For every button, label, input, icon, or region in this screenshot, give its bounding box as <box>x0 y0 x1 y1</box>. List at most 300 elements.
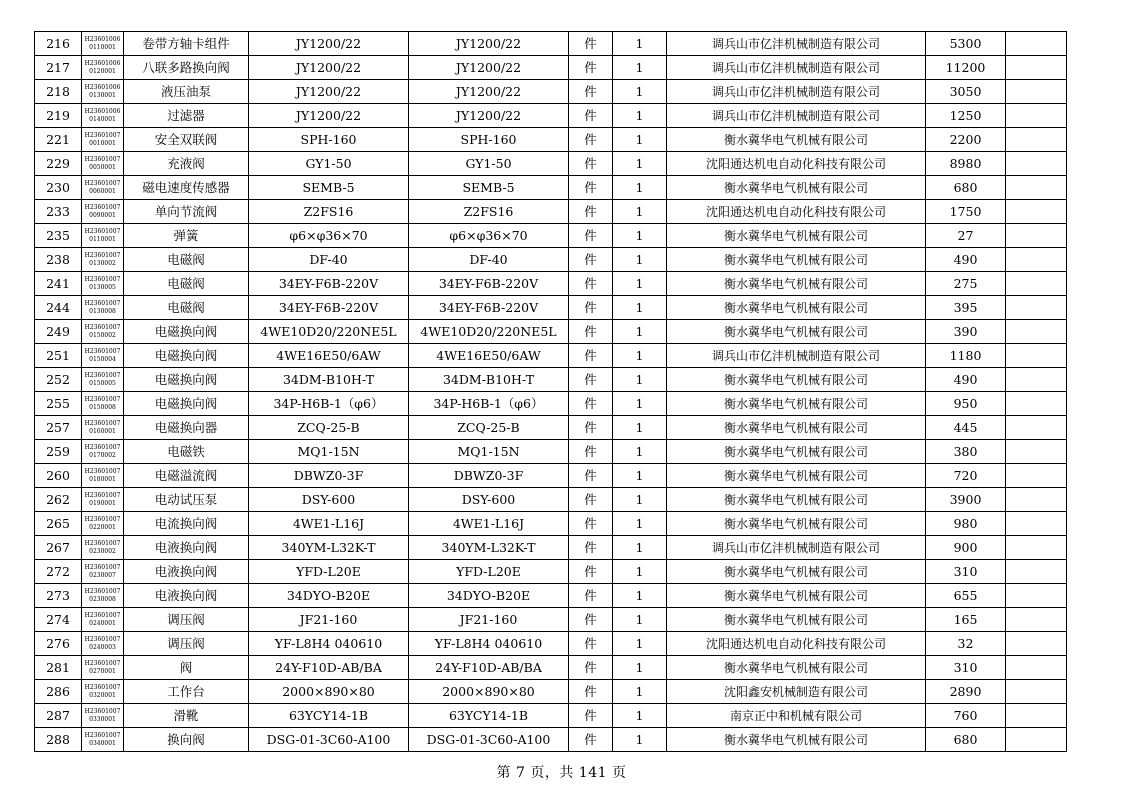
unit-cell: 件 <box>569 392 613 416</box>
row-number-cell: 265 <box>35 512 82 536</box>
material-code-cell <box>82 416 124 440</box>
model-cell: 340YM-L32K-T <box>409 536 569 560</box>
material-code-cell <box>82 200 124 224</box>
material-code-line-2: 0110001 <box>89 43 116 51</box>
row-number-cell: 267 <box>35 536 82 560</box>
part-name-cell: 电磁换向阀 <box>124 368 249 392</box>
model-cell: ZCQ-25-B <box>409 416 569 440</box>
price-cell: 275 <box>926 272 1006 296</box>
price-cell: 1750 <box>926 200 1006 224</box>
table-row <box>35 128 1067 152</box>
part-name-cell: 电流换向阀 <box>124 512 249 536</box>
price-cell: 900 <box>926 536 1006 560</box>
material-code-line-1: H23601007 <box>84 707 121 715</box>
material-code-line-2: 0240003 <box>89 643 116 651</box>
material-code-line-1: H23601007 <box>84 323 121 331</box>
price-cell: 8980 <box>926 152 1006 176</box>
unit-cell: 件 <box>569 80 613 104</box>
material-code-line-2: 0230008 <box>89 595 116 603</box>
material-code-cell <box>82 344 124 368</box>
unit-cell: 件 <box>569 608 613 632</box>
material-code-line-2: 0150004 <box>89 355 116 363</box>
supplier-cell: 衡水冀华电气机械有限公司 <box>667 224 926 248</box>
table-row <box>35 152 1067 176</box>
table-row <box>35 728 1067 752</box>
model-cell: DBWZ0-3F <box>409 464 569 488</box>
row-number-cell: 287 <box>35 704 82 728</box>
material-code-line-1: H23601006 <box>84 83 121 91</box>
note-cell <box>1006 320 1067 344</box>
material-code-cell <box>82 152 124 176</box>
part-name-cell: 电磁换向阀 <box>124 392 249 416</box>
price-cell: 2200 <box>926 128 1006 152</box>
material-code-line-2: 0240001 <box>89 619 116 627</box>
note-cell <box>1006 152 1067 176</box>
table-row <box>35 296 1067 320</box>
unit-cell: 件 <box>569 656 613 680</box>
unit-cell: 件 <box>569 296 613 320</box>
material-code-line-2: 0090001 <box>89 211 116 219</box>
material-code-line-1: H23601007 <box>84 227 121 235</box>
material-code-cell <box>82 176 124 200</box>
specification-cell: JY1200/22 <box>249 80 409 104</box>
model-cell: YF-L8H4 040610 <box>409 632 569 656</box>
table-row <box>35 344 1067 368</box>
note-cell <box>1006 248 1067 272</box>
note-cell <box>1006 560 1067 584</box>
material-code-line-1: H23601007 <box>84 251 121 259</box>
material-code-line-1: H23601007 <box>84 179 121 187</box>
supplier-cell: 衡水冀华电气机械有限公司 <box>667 416 926 440</box>
material-code-line-1: H23601007 <box>84 539 121 547</box>
material-code-cell <box>82 632 124 656</box>
model-cell: 34DM-B10H-T <box>409 368 569 392</box>
supplier-cell: 调兵山市亿沣机械制造有限公司 <box>667 344 926 368</box>
quantity-cell: 1 <box>613 128 667 152</box>
unit-cell: 件 <box>569 104 613 128</box>
part-name-cell: 电磁换向器 <box>124 416 249 440</box>
material-code-line-1: H23601007 <box>84 155 121 163</box>
material-code-cell <box>82 104 124 128</box>
table-row <box>35 584 1067 608</box>
quantity-cell: 1 <box>613 272 667 296</box>
supplier-cell: 衡水冀华电气机械有限公司 <box>667 560 926 584</box>
specification-cell: 4WE10D20/220NE5L <box>249 320 409 344</box>
note-cell <box>1006 440 1067 464</box>
unit-cell: 件 <box>569 560 613 584</box>
table-row <box>35 272 1067 296</box>
price-cell: 27 <box>926 224 1006 248</box>
unit-cell: 件 <box>569 272 613 296</box>
price-cell: 11200 <box>926 56 1006 80</box>
row-number-cell: 216 <box>35 32 82 56</box>
part-name-cell: 电液换向阀 <box>124 560 249 584</box>
material-code-cell <box>82 728 124 752</box>
material-code-line-2: 0190001 <box>89 499 116 507</box>
row-number-cell: 276 <box>35 632 82 656</box>
row-number-cell: 241 <box>35 272 82 296</box>
specification-cell: SPH-160 <box>249 128 409 152</box>
price-cell: 380 <box>926 440 1006 464</box>
quantity-cell: 1 <box>613 248 667 272</box>
material-code-line-2: 0060001 <box>89 187 116 195</box>
part-name-cell: 换向阀 <box>124 728 249 752</box>
material-code-line-1: H23601006 <box>84 59 121 67</box>
model-cell: GY1-50 <box>409 152 569 176</box>
unit-cell: 件 <box>569 248 613 272</box>
unit-cell: 件 <box>569 464 613 488</box>
material-code-line-1: H23601007 <box>84 347 121 355</box>
unit-cell: 件 <box>569 152 613 176</box>
row-number-cell: 238 <box>35 248 82 272</box>
specification-cell: DSY-600 <box>249 488 409 512</box>
material-code-cell <box>82 464 124 488</box>
material-code-line-1: H23601007 <box>84 515 121 523</box>
part-name-cell: 液压油泵 <box>124 80 249 104</box>
material-code-line-2: 0320001 <box>89 691 116 699</box>
table-row <box>35 416 1067 440</box>
material-code-line-1: H23601007 <box>84 563 121 571</box>
material-code-line-2: 0120001 <box>89 67 116 75</box>
specification-cell: YF-L8H4 040610 <box>249 632 409 656</box>
supplier-cell: 沈阳通达机电自动化科技有限公司 <box>667 200 926 224</box>
material-code-cell <box>82 608 124 632</box>
supplier-cell: 衡水冀华电气机械有限公司 <box>667 440 926 464</box>
part-name-cell: 阀 <box>124 656 249 680</box>
specification-cell: 4WE16E50/6AW <box>249 344 409 368</box>
row-number-cell: 233 <box>35 200 82 224</box>
supplier-cell: 衡水冀华电气机械有限公司 <box>667 272 926 296</box>
note-cell <box>1006 200 1067 224</box>
quantity-cell: 1 <box>613 512 667 536</box>
specification-cell: YFD-L20E <box>249 560 409 584</box>
material-code-cell <box>82 560 124 584</box>
part-name-cell: 弹簧 <box>124 224 249 248</box>
table-row <box>35 392 1067 416</box>
model-cell: JY1200/22 <box>409 32 569 56</box>
supplier-cell: 衡水冀华电气机械有限公司 <box>667 488 926 512</box>
note-cell <box>1006 368 1067 392</box>
part-name-cell: 电磁溢流阀 <box>124 464 249 488</box>
material-code-line-2: 0340001 <box>89 739 116 747</box>
row-number-cell: 288 <box>35 728 82 752</box>
note-cell <box>1006 680 1067 704</box>
material-code-line-1: H23601007 <box>84 203 121 211</box>
specification-cell: GY1-50 <box>249 152 409 176</box>
price-cell: 980 <box>926 512 1006 536</box>
material-code-cell <box>82 368 124 392</box>
quantity-cell: 1 <box>613 656 667 680</box>
unit-cell: 件 <box>569 632 613 656</box>
table-row <box>35 224 1067 248</box>
material-code-line-2: 0230002 <box>89 547 116 555</box>
row-number-cell: 255 <box>35 392 82 416</box>
part-name-cell: 电磁阀 <box>124 272 249 296</box>
note-cell <box>1006 56 1067 80</box>
material-code-line-1: H23601007 <box>84 491 121 499</box>
specification-cell: 34DYO-B20E <box>249 584 409 608</box>
material-code-line-1: H23601007 <box>84 683 121 691</box>
quantity-cell: 1 <box>613 368 667 392</box>
table-row <box>35 200 1067 224</box>
quantity-cell: 1 <box>613 344 667 368</box>
table-row <box>35 368 1067 392</box>
quantity-cell: 1 <box>613 680 667 704</box>
price-cell: 395 <box>926 296 1006 320</box>
material-code-line-2: 0270001 <box>89 667 116 675</box>
specification-cell: DSG-01-3C60-A100 <box>249 728 409 752</box>
supplier-cell: 调兵山市亿沣机械制造有限公司 <box>667 80 926 104</box>
table-row <box>35 32 1067 56</box>
unit-cell: 件 <box>569 680 613 704</box>
note-cell <box>1006 32 1067 56</box>
row-number-cell: 251 <box>35 344 82 368</box>
row-number-cell: 259 <box>35 440 82 464</box>
unit-cell: 件 <box>569 320 613 344</box>
specification-cell: JY1200/22 <box>249 32 409 56</box>
price-cell: 1250 <box>926 104 1006 128</box>
quantity-cell: 1 <box>613 296 667 320</box>
row-number-cell: 221 <box>35 128 82 152</box>
note-cell <box>1006 512 1067 536</box>
model-cell: 4WE1-L16J <box>409 512 569 536</box>
row-number-cell: 257 <box>35 416 82 440</box>
price-cell: 5300 <box>926 32 1006 56</box>
unit-cell: 件 <box>569 344 613 368</box>
part-name-cell: 滑靴 <box>124 704 249 728</box>
material-code-line-2: 0130002 <box>89 259 116 267</box>
supplier-cell: 沈阳鑫安机械制造有限公司 <box>667 680 926 704</box>
specification-cell: SEMB-5 <box>249 176 409 200</box>
note-cell <box>1006 488 1067 512</box>
row-number-cell: 273 <box>35 584 82 608</box>
material-code-cell <box>82 32 124 56</box>
part-name-cell: 安全双联阀 <box>124 128 249 152</box>
specification-cell: DF-40 <box>249 248 409 272</box>
material-code-line-2: 0130005 <box>89 283 116 291</box>
material-code-line-2: 0180001 <box>89 475 116 483</box>
model-cell: JY1200/22 <box>409 56 569 80</box>
model-cell: 4WE10D20/220NE5L <box>409 320 569 344</box>
part-name-cell: 电液换向阀 <box>124 584 249 608</box>
material-code-line-2: 0160001 <box>89 427 116 435</box>
material-code-line-2: 0150008 <box>89 403 116 411</box>
unit-cell: 件 <box>569 128 613 152</box>
supplier-cell: 衡水冀华电气机械有限公司 <box>667 512 926 536</box>
supplier-cell: 衡水冀华电气机械有限公司 <box>667 464 926 488</box>
specification-cell: 2000×890×80 <box>249 680 409 704</box>
price-cell: 655 <box>926 584 1006 608</box>
supplier-cell: 衡水冀华电气机械有限公司 <box>667 176 926 200</box>
unit-cell: 件 <box>569 536 613 560</box>
specification-cell: 34DM-B10H-T <box>249 368 409 392</box>
material-code-line-1: H23601007 <box>84 731 121 739</box>
material-code-cell <box>82 440 124 464</box>
model-cell: 34EY-F6B-220V <box>409 296 569 320</box>
material-code-cell <box>82 56 124 80</box>
material-code-cell <box>82 512 124 536</box>
unit-cell: 件 <box>569 584 613 608</box>
quantity-cell: 1 <box>613 704 667 728</box>
price-cell: 390 <box>926 320 1006 344</box>
page-footer: 第 7 页，共 141 页 <box>496 765 627 781</box>
part-name-cell: 工作台 <box>124 680 249 704</box>
supplier-cell: 衡水冀华电气机械有限公司 <box>667 320 926 344</box>
specification-cell: JY1200/22 <box>249 56 409 80</box>
price-cell: 1180 <box>926 344 1006 368</box>
material-code-line-1: H23601006 <box>84 107 121 115</box>
material-code-cell <box>82 536 124 560</box>
note-cell <box>1006 656 1067 680</box>
model-cell: JY1200/22 <box>409 80 569 104</box>
part-name-cell: 磁电速度传感器 <box>124 176 249 200</box>
material-code-cell <box>82 488 124 512</box>
quantity-cell: 1 <box>613 608 667 632</box>
quantity-cell: 1 <box>613 32 667 56</box>
note-cell <box>1006 416 1067 440</box>
supplier-cell: 衡水冀华电气机械有限公司 <box>667 368 926 392</box>
row-number-cell: 235 <box>35 224 82 248</box>
model-cell: MQ1-15N <box>409 440 569 464</box>
note-cell <box>1006 272 1067 296</box>
model-cell: 4WE16E50/6AW <box>409 344 569 368</box>
model-cell: YFD-L20E <box>409 560 569 584</box>
specification-cell: 34EY-F6B-220V <box>249 272 409 296</box>
material-code-line-2: 0010001 <box>89 139 116 147</box>
unit-cell: 件 <box>569 704 613 728</box>
supplier-cell: 调兵山市亿沣机械制造有限公司 <box>667 56 926 80</box>
parts-price-table <box>34 31 1067 752</box>
material-code-line-2: 0150005 <box>89 379 116 387</box>
material-code-cell <box>82 680 124 704</box>
part-name-cell: 电液换向阀 <box>124 536 249 560</box>
table-row <box>35 80 1067 104</box>
specification-cell: φ6×φ36×70 <box>249 224 409 248</box>
specification-cell: 24Y-F10D-AB/BA <box>249 656 409 680</box>
note-cell <box>1006 104 1067 128</box>
material-code-line-2: 0140001 <box>89 115 116 123</box>
unit-cell: 件 <box>569 488 613 512</box>
supplier-cell: 沈阳通达机电自动化科技有限公司 <box>667 632 926 656</box>
note-cell <box>1006 728 1067 752</box>
material-code-cell <box>82 392 124 416</box>
quantity-cell: 1 <box>613 104 667 128</box>
note-cell <box>1006 80 1067 104</box>
price-cell: 445 <box>926 416 1006 440</box>
model-cell: JY1200/22 <box>409 104 569 128</box>
material-code-cell <box>82 320 124 344</box>
table-row <box>35 176 1067 200</box>
unit-cell: 件 <box>569 440 613 464</box>
model-cell: Z2FS16 <box>409 200 569 224</box>
material-code-line-1: H23601007 <box>84 611 121 619</box>
material-code-line-2: 0130008 <box>89 307 116 315</box>
material-code-line-1: H23601007 <box>84 443 121 451</box>
material-code-line-2: 0220001 <box>89 523 116 531</box>
price-cell: 490 <box>926 248 1006 272</box>
material-code-line-1: H23601007 <box>84 587 121 595</box>
material-code-line-1: H23601007 <box>84 131 121 139</box>
material-code-cell <box>82 272 124 296</box>
material-code-cell <box>82 584 124 608</box>
model-cell: DF-40 <box>409 248 569 272</box>
model-cell: 2000×890×80 <box>409 680 569 704</box>
part-name-cell: 电磁换向阀 <box>124 344 249 368</box>
specification-cell: Z2FS16 <box>249 200 409 224</box>
part-name-cell: 调压阀 <box>124 632 249 656</box>
specification-cell: JY1200/22 <box>249 104 409 128</box>
unit-cell: 件 <box>569 32 613 56</box>
row-number-cell: 262 <box>35 488 82 512</box>
note-cell <box>1006 608 1067 632</box>
note-cell <box>1006 704 1067 728</box>
supplier-cell: 衡水冀华电气机械有限公司 <box>667 656 926 680</box>
unit-cell: 件 <box>569 56 613 80</box>
note-cell <box>1006 176 1067 200</box>
model-cell: 34EY-F6B-220V <box>409 272 569 296</box>
row-number-cell: 281 <box>35 656 82 680</box>
material-code-cell <box>82 248 124 272</box>
quantity-cell: 1 <box>613 176 667 200</box>
part-name-cell: 过滤器 <box>124 104 249 128</box>
unit-cell: 件 <box>569 512 613 536</box>
note-cell <box>1006 128 1067 152</box>
supplier-cell: 衡水冀华电气机械有限公司 <box>667 296 926 320</box>
material-code-line-2: 0170002 <box>89 451 116 459</box>
unit-cell: 件 <box>569 176 613 200</box>
note-cell <box>1006 392 1067 416</box>
specification-cell: 4WE1-L16J <box>249 512 409 536</box>
model-cell: 34DYO-B20E <box>409 584 569 608</box>
specification-cell: 34EY-F6B-220V <box>249 296 409 320</box>
price-cell: 3050 <box>926 80 1006 104</box>
quantity-cell: 1 <box>613 464 667 488</box>
row-number-cell: 229 <box>35 152 82 176</box>
part-name-cell: 电磁铁 <box>124 440 249 464</box>
part-name-cell: 调压阀 <box>124 608 249 632</box>
supplier-cell: 衡水冀华电气机械有限公司 <box>667 392 926 416</box>
quantity-cell: 1 <box>613 320 667 344</box>
material-code-line-1: H23601007 <box>84 467 121 475</box>
material-code-line-2: 0050001 <box>89 163 116 171</box>
row-number-cell: 272 <box>35 560 82 584</box>
material-code-line-2: 0330001 <box>89 715 116 723</box>
row-number-cell: 260 <box>35 464 82 488</box>
material-code-cell <box>82 128 124 152</box>
row-number-cell: 249 <box>35 320 82 344</box>
unit-cell: 件 <box>569 728 613 752</box>
unit-cell: 件 <box>569 368 613 392</box>
price-cell: 680 <box>926 728 1006 752</box>
specification-cell: ZCQ-25-B <box>249 416 409 440</box>
quantity-cell: 1 <box>613 440 667 464</box>
quantity-cell: 1 <box>613 200 667 224</box>
quantity-cell: 1 <box>613 416 667 440</box>
price-cell: 3900 <box>926 488 1006 512</box>
quantity-cell: 1 <box>613 152 667 176</box>
material-code-line-1: H23601006 <box>84 35 121 43</box>
supplier-cell: 衡水冀华电气机械有限公司 <box>667 128 926 152</box>
material-code-cell <box>82 704 124 728</box>
material-code-line-1: H23601007 <box>84 275 121 283</box>
price-cell: 680 <box>926 176 1006 200</box>
material-code-line-1: H23601007 <box>84 635 121 643</box>
price-cell: 720 <box>926 464 1006 488</box>
part-name-cell: 电动试压泵 <box>124 488 249 512</box>
material-code-line-1: H23601007 <box>84 371 121 379</box>
price-cell: 32 <box>926 632 1006 656</box>
quantity-cell: 1 <box>613 632 667 656</box>
